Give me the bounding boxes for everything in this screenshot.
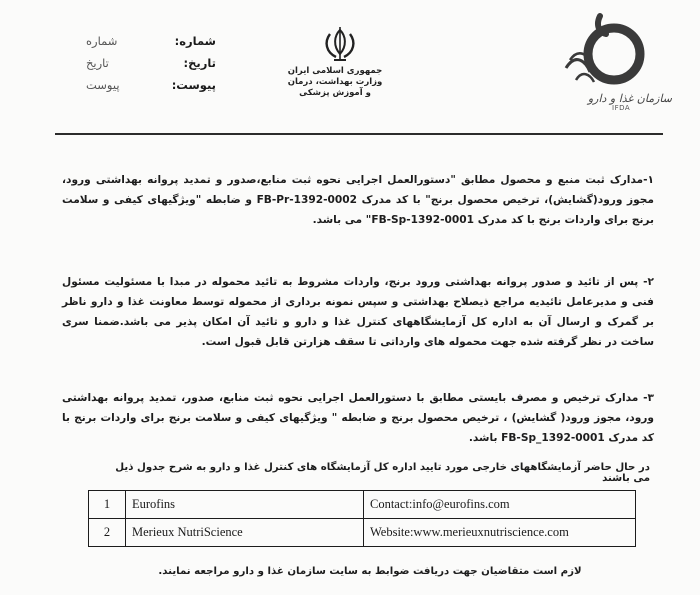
ministry-line-1: جمهوری اسلامی ایران: [287, 66, 383, 76]
table-row: [89, 519, 636, 547]
letter-meta-fields: [86, 30, 216, 96]
paragraph-1: ۱-مدارک ثبت منبع و محصول مطابق "دستورالعمل اجرایی نحوه ثبت منابع،صدور و تمدید پروانه بهداشتی ورود، مجوز ورود(گشایش)، ترخیص محصول برنج" با کد مدرک FB-Pr-1392-0002 و ضابطه "ویژگیهای کیفی و سلامت برنج برای واردات برنج با کد مدرک FB-Sp-1392-0001" می باشد.: [62, 174, 654, 226]
iran-emblem-icon: [320, 24, 360, 64]
field-number-label: شماره:: [174, 34, 216, 48]
field-date-label: تاریخ:: [183, 56, 216, 70]
footer-note: لازم است متقاضیان جهت دریافت ضوابط به سایت سازمان غذا و دارو مراجعه نمایند.: [158, 566, 582, 577]
field-number-value: شماره: [86, 34, 118, 48]
field-date: [86, 52, 216, 74]
lab-number: 1: [89, 491, 126, 519]
paragraph-2: ۲- پس از تائید و صدور پروانه بهداشتی ورود برنج، واردات مشروط به تائید محموله در مبدا با مسئولیت مسئول فنی و مدیرعامل تائیدیه مراجع ذیصلاح بهداشتی و سپس نمونه برداری از محموله توسط معاونت غذا و دارو ناظر بر گمرک و ارسال آن به اداره کل آزمایشگاههای کنترل غذا و دارو و تائید آن امکان پذیر می باشد.ضمنا سری ساخت در نظر گرفته شده جهت محموله های وارداتی تا سقف هزارتن قابل قبول است.: [62, 276, 654, 348]
lab-name: Eurofins: [126, 491, 364, 519]
ministry-line-2: وزارت بهداشت، درمان: [287, 77, 383, 87]
field-attachment: [86, 74, 216, 96]
field-attachment-value: پیوست: [86, 78, 120, 92]
ifda-logo-icon: [556, 12, 656, 92]
lab-name: Merieux NutriScience: [126, 519, 364, 547]
org-name: سازمان غذا و دارو: [587, 92, 672, 105]
table-row: [89, 491, 636, 519]
lab-contact: Website:www.merieuxnutriscience.com: [364, 519, 636, 547]
paragraph-3: ۳- مدارک ترخیص و مصرف بایستی مطابق با دستورالعمل اجرایی نحوه ثبت منابع، صدور، تمدید پروانه بهداشتی ورود، مجوز ورود( گشایش) ، ترخیص محصول برنج و ضابطه " ویژگیهای کیفی و سلامت برنج برای واردات برنج با کد مدرک FB-Sp_1392-0001 باشد.: [62, 392, 654, 444]
ministry-line-3: و آموزش پزشکی: [299, 88, 371, 98]
lab-contact: Contact:info@eurofins.com: [364, 491, 636, 519]
field-attachment-label: پیوست:: [171, 78, 216, 92]
header-divider: [55, 133, 663, 135]
labs-table: [88, 490, 636, 547]
ministry-name: [270, 66, 400, 99]
labs-intro: در حال حاضر آزمایشگاههای خارجی مورد تایید اداره کل آزمایشگاه های کنترل غذا و دارو به شرح جدول ذیل می باشند: [115, 462, 650, 484]
field-date-value: تاریخ: [86, 56, 109, 70]
org-abbr: IFDA: [612, 104, 631, 112]
lab-number: 2: [89, 519, 126, 547]
field-number: [86, 30, 216, 52]
